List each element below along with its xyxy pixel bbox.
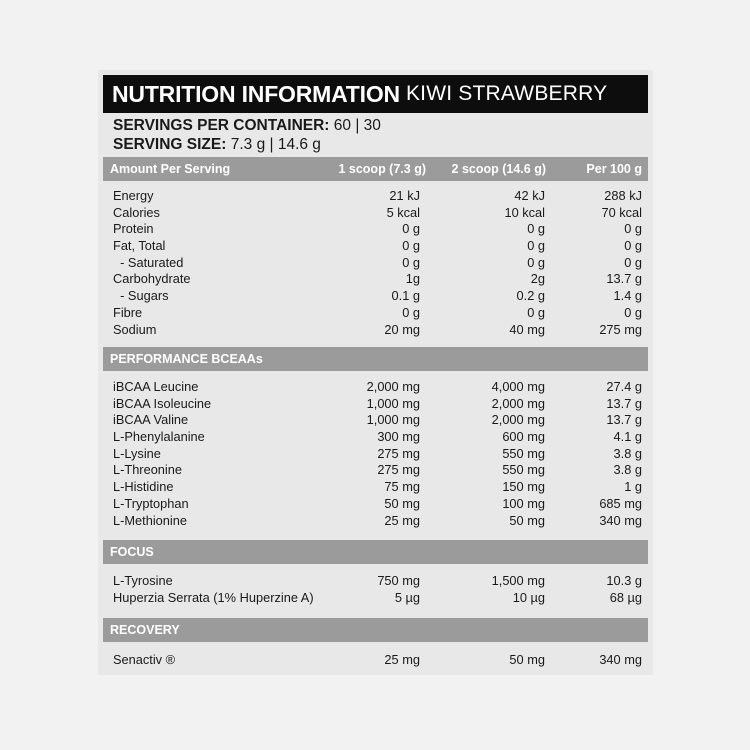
row-per-100g-value: 275 mg: [599, 321, 642, 337]
row-per-100g-value: 27.4 g: [606, 379, 642, 394]
row-per-100g-value: 10.3 g: [606, 573, 642, 588]
row-1-scoop-value: 25 mg: [384, 512, 420, 528]
row-1-scoop-value: 2,000 mg: [366, 379, 420, 394]
column-header-2-scoop: 2 scoop (14.6 g): [451, 162, 546, 176]
row-per-100g-value: 685 mg: [599, 495, 642, 511]
table-row: [98, 322, 653, 339]
row-2-scoop-value: 0 g: [527, 238, 545, 254]
row-1-scoop-value: 20 mg: [384, 321, 420, 337]
row-label: Senactiv ®: [113, 652, 176, 667]
nutrition-panel: [98, 70, 653, 675]
row-2-scoop-value: 550 mg: [502, 462, 545, 478]
row-1-scoop-value: 5 kcal: [386, 204, 420, 220]
row-label: L-Tyrosine: [113, 573, 173, 588]
title-main: NUTRITION INFORMATION: [112, 80, 400, 107]
row-1-scoop-value: 0 g: [402, 254, 420, 270]
row-1-scoop-value: 1,000 mg: [366, 412, 420, 428]
row-label: Fibre: [113, 304, 143, 320]
table-row: [98, 446, 653, 463]
serving-size-value: 7.3 g | 14.6 g: [230, 136, 321, 153]
row-2-scoop-value: 10 µg: [512, 589, 545, 605]
row-label: L-Methionine: [113, 512, 187, 528]
servings-per-container-label: SERVINGS PER CONTAINER:: [113, 117, 330, 134]
row-1-scoop-value: 275 mg: [377, 462, 420, 478]
row-label: Energy: [113, 188, 154, 203]
column-header-amount: Amount Per Serving: [110, 162, 231, 176]
row-1-scoop-value: 0 g: [402, 238, 420, 254]
row-per-100g-value: 0 g: [624, 304, 642, 320]
section-title-focus: FOCUS: [110, 545, 154, 559]
row-label: L-Tryptophan: [113, 495, 189, 511]
row-label: Carbohydrate: [113, 271, 191, 287]
row-1-scoop-value: 5 µg: [394, 589, 420, 605]
row-1-scoop-value: 275 mg: [377, 445, 420, 461]
table-row: [98, 496, 653, 513]
row-label: iBCAA Leucine: [113, 379, 199, 394]
row-label: L-Threonine: [113, 462, 183, 478]
row-2-scoop-value: 0.2 g: [516, 288, 545, 304]
table-row: [98, 652, 653, 669]
row-1-scoop-value: 75 mg: [384, 479, 420, 495]
table-row: [98, 221, 653, 238]
row-per-100g-value: 3.8 g: [613, 462, 642, 478]
row-label: Protein: [113, 221, 154, 237]
row-per-100g-value: 3.8 g: [613, 445, 642, 461]
row-2-scoop-value: 4,000 mg: [491, 379, 545, 394]
table-row: [98, 271, 653, 288]
section-title-recovery: RECOVERY: [110, 623, 180, 637]
section-bar-bcaa: [103, 347, 648, 371]
row-label: Calories: [113, 204, 160, 220]
row-per-100g-value: 68 µg: [609, 589, 642, 605]
row-2-scoop-value: 550 mg: [502, 445, 545, 461]
row-per-100g-value: 13.7 g: [606, 271, 642, 287]
row-per-100g-value: 340 mg: [599, 512, 642, 528]
section-bar-recovery: [103, 618, 648, 642]
row-2-scoop-value: 600 mg: [502, 429, 545, 445]
row-label: L-Histidine: [113, 479, 174, 495]
row-2-scoop-value: 2,000 mg: [491, 395, 545, 411]
row-label: iBCAA Isoleucine: [113, 395, 212, 411]
section-title-bcaa: PERFORMANCE BCEAAs: [110, 352, 263, 366]
row-1-scoop-value: 0 g: [402, 221, 420, 237]
row-1-scoop-value: 25 mg: [384, 652, 420, 667]
column-header-per-100g: Per 100 g: [586, 162, 642, 176]
row-per-100g-value: 340 mg: [599, 652, 642, 667]
row-2-scoop-value: 0 g: [527, 304, 545, 320]
row-1-scoop-value: 0 g: [402, 304, 420, 320]
title-bar: [103, 75, 648, 113]
row-label: - Saturated: [113, 254, 184, 270]
row-label: - Sugars: [113, 288, 169, 304]
row-2-scoop-value: 0 g: [527, 221, 545, 237]
row-per-100g-value: 4.1 g: [613, 429, 642, 445]
serving-size: [113, 135, 381, 154]
row-2-scoop-value: 50 mg: [509, 512, 545, 528]
row-per-100g-value: 70 kcal: [601, 204, 642, 220]
column-header-1-scoop: 1 scoop (7.3 g): [338, 162, 426, 176]
table-row: [98, 205, 653, 222]
table-row: [98, 513, 653, 530]
row-2-scoop-value: 100 mg: [502, 495, 545, 511]
row-2-scoop-value: 50 mg: [509, 652, 545, 667]
row-per-100g-value: 13.7 g: [606, 395, 642, 411]
bcaa-rows: [98, 379, 653, 529]
focus-rows: [98, 573, 653, 606]
row-2-scoop-value: 1,500 mg: [491, 573, 545, 588]
table-row: [98, 479, 653, 496]
row-per-100g-value: 1.4 g: [613, 288, 642, 304]
row-label: L-Lysine: [113, 445, 161, 461]
row-1-scoop-value: 1,000 mg: [366, 395, 420, 411]
table-row: [98, 238, 653, 255]
row-per-100g-value: 13.7 g: [606, 412, 642, 428]
row-2-scoop-value: 0 g: [527, 254, 545, 270]
row-1-scoop-value: 300 mg: [377, 429, 420, 445]
servings-per-container-value: 60 | 30: [333, 117, 381, 134]
row-2-scoop-value: 2,000 mg: [491, 412, 545, 428]
table-row: [98, 590, 653, 607]
table-row: [98, 255, 653, 272]
servings-per-container: [113, 116, 381, 135]
column-header-bar: [103, 157, 648, 181]
table-row: [98, 288, 653, 305]
row-2-scoop-value: 150 mg: [502, 479, 545, 495]
row-2-scoop-value: 42 kJ: [514, 188, 545, 203]
row-label: Sodium: [113, 321, 157, 337]
table-row: [98, 188, 653, 205]
row-per-100g-value: 0 g: [624, 221, 642, 237]
table-row: [98, 462, 653, 479]
row-label: iBCAA Valine: [113, 412, 189, 428]
table-row: [98, 429, 653, 446]
row-label: Huperzia Serrata (1% Huperzine A): [113, 589, 314, 605]
row-2-scoop-value: 40 mg: [509, 321, 545, 337]
row-2-scoop-value: 2g: [530, 271, 545, 287]
row-1-scoop-value: 0.1 g: [391, 288, 420, 304]
row-per-100g-value: 1 g: [624, 479, 642, 495]
row-1-scoop-value: 50 mg: [384, 495, 420, 511]
table-row: [98, 305, 653, 322]
title-flavour: KIWI STRAWBERRY: [405, 82, 608, 105]
row-per-100g-value: 0 g: [624, 238, 642, 254]
table-row: [98, 396, 653, 413]
row-1-scoop-value: 21 kJ: [389, 188, 420, 203]
section-bar-focus: [103, 540, 648, 564]
row-1-scoop-value: 1g: [405, 271, 420, 287]
row-per-100g-value: 0 g: [624, 254, 642, 270]
servings-block: [113, 116, 381, 154]
table-row: [98, 379, 653, 396]
table-row: [98, 412, 653, 429]
row-per-100g-value: 288 kJ: [604, 188, 642, 203]
row-label: Fat, Total: [113, 238, 166, 254]
recovery-rows: [98, 652, 653, 669]
table-row: [98, 573, 653, 590]
row-1-scoop-value: 750 mg: [377, 573, 420, 588]
nutrition-rows: [98, 188, 653, 338]
row-label: L-Phenylalanine: [113, 429, 205, 445]
serving-size-label: SERVING SIZE:: [113, 136, 227, 153]
row-2-scoop-value: 10 kcal: [504, 204, 545, 220]
